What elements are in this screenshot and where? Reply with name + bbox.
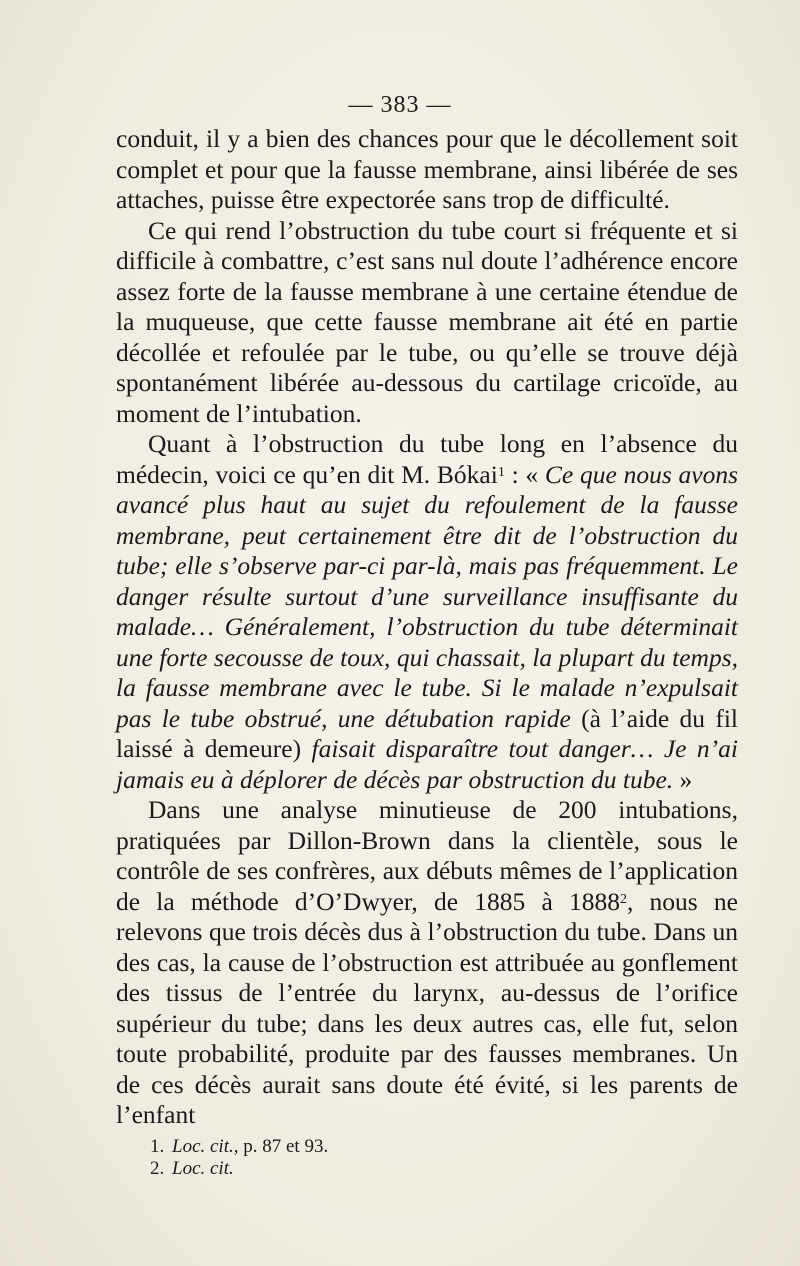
paragraph-3 — [116, 429, 738, 795]
paragraph-4 — [116, 795, 738, 1131]
quote-italic-b: faisait disparaître tout danger… Je n’ai jamais eu à déplorer de décès par obstruction du tube. — [116, 734, 738, 794]
quote-plain: (à l’aide du fil laissé à demeure) — [116, 703, 738, 763]
footnote-2-ref: Loc. cit. — [172, 1158, 234, 1179]
quote-italic-a: Ce que nous avons avancé plus haut au sujet du refoulement de la fausse membrane, peut certainement être dit de l’obstruction du tube; elle s’observe par-ci par-là, mais pas fréquemment. Le danger résulte surtout d’une surveillance insuffisante du malade… Généralement, l’obstruction du tube déterminait une forte secousse de toux, qui chassait, la plupart du temps, la fausse membrane avec le tube. Si le malade n’expulsait pas le tube obstrué, une détubation rapide — [116, 459, 738, 733]
footnote-ref-1: 1 — [497, 464, 505, 480]
footnote-1-ref: Loc. cit. — [172, 1136, 234, 1157]
paragraph-3-colon: : « — [504, 459, 545, 489]
paragraph-4-b: , nous ne relevons que trois décès dus à l’obstruction du tube. Dans un des cas, la cause de l’obstruction est attribuée au gonflement des tissus de l’entrée du larynx, au-dessus de l’orifice supérieur du tube; dans les deux autres cas, elle fut, selon toute probabilité, produite par des fausses membranes. Un de ces décès aurait sans doute été évité, si les parents de l’enfant — [116, 886, 738, 1129]
body-text — [116, 124, 738, 1131]
page-number: — 383 — — [348, 92, 452, 118]
footnote-2 — [150, 1158, 710, 1180]
paragraph-2: Ce qui rend l’obstruction du tube court si fréquente et si difficile à combattre, c’est sans nul doute l’adhérence encore assez forte de la fausse membrane à une certaine étendue de la muqueuse, que cette fausse membrane ait été en partie décollée et refoulée par le tube, ou qu’elle se trouve déjà spontanément libérée au-dessous du cartilage cricoïde, au moment de l’intubation. — [116, 215, 738, 428]
footnote-1-rest: , p. 87 et 93. — [233, 1136, 329, 1157]
footnotes — [150, 1136, 710, 1180]
paragraph-3-intro: Quant à l’obstruction du tube long en l’absence du médecin, voici ce qu’en dit M. Bókai — [116, 429, 738, 489]
footnote-1-number: 1. — [150, 1136, 165, 1157]
paragraph-1: conduit, il y a bien des chances pour que le décollement soit complet et pour que la fausse membrane, ainsi libérée de ses attaches, puisse être expectorée sans trop de difficulté. — [116, 124, 738, 214]
footnote-ref-2: 2 — [619, 891, 627, 907]
paragraph-4-a: Dans une analyse minutieuse de 200 intubations, pratiquées par Dillon-Brown dans la clientèle, sous le contrôle de ses confrères, aux débuts mêmes de l’application de la méthode d’O’Dwyer, de 1885 à 1888 — [116, 795, 738, 916]
footnote-2-number: 2. — [150, 1158, 165, 1179]
footnote-1 — [150, 1136, 710, 1158]
quote-close: » — [673, 764, 693, 794]
